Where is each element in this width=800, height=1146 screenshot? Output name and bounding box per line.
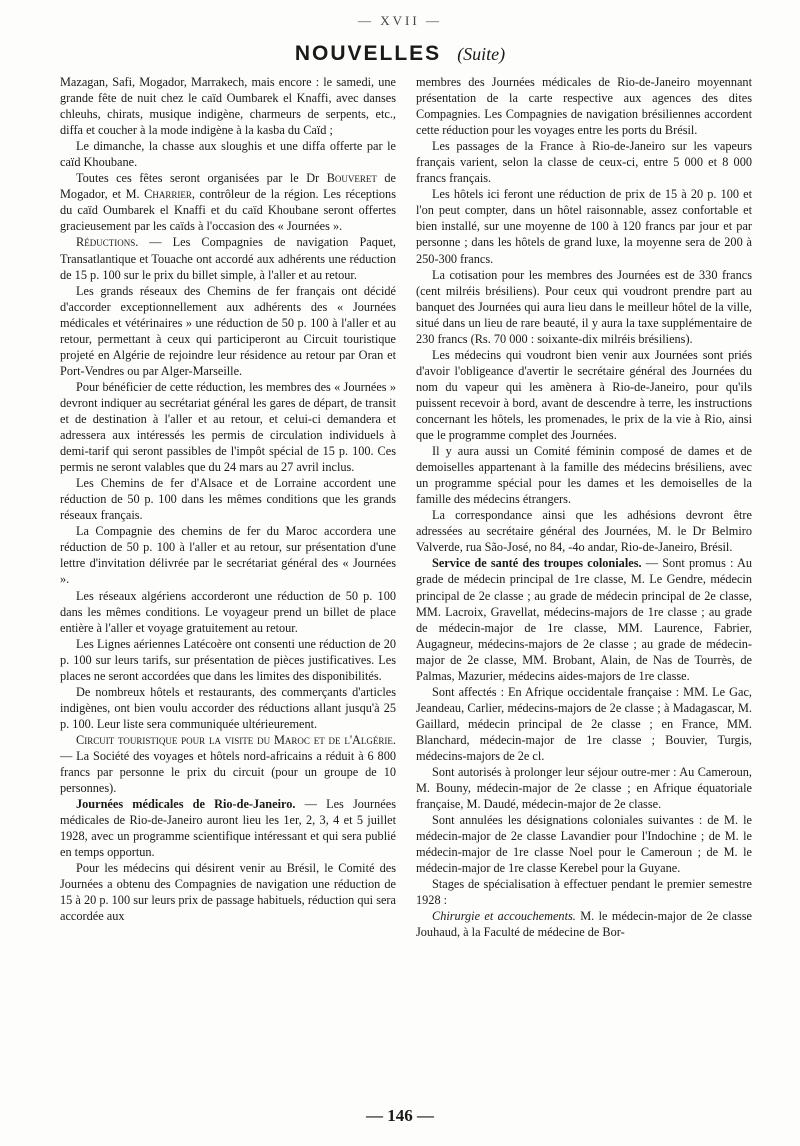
roman-page-number: — XVII — — [358, 13, 442, 28]
paragraph — [60, 170, 396, 234]
paragraph: Sont annulées les désignations coloniales suivantes : de M. le médecin-major de 2e classe Lavandier pour l'Indochine ; de M. le médecin-major de 1re classe Noel pour le Cameroun ; de M. le médecin-major de 1re classe Kerebel pour la Guyane. — [416, 813, 752, 876]
paragraph: De nombreux hôtels et restaurants, des commerçants d'articles indigènes, ont bien voulu accorder des réductions allant jusqu'à 25 p. 100. Leur liste sera communiquée ultérieurement. — [60, 684, 396, 731]
paragraph: Les réseaux algériens accorderont une réduction de 50 p. 100 dans les mêmes conditions. Le voyageur prend un billet de place entière à l'aller et voyage gratuitement au retour. — [60, 588, 396, 635]
text-run: , contrôleur de la région. Les réceptions du caïd Oumbarek el Knaffi et du caïd Khoubane seront offertes gracieusement par les caïds à l'occasion des « Journées ». — [60, 187, 396, 234]
paragraph — [416, 555, 752, 683]
paragraph: Mazagan, Safi, Mogador, Marrakech, mais encore : le samedi, une grande fête de nuit chez le caïd Oumbarek el Knaffi, avec danses chleuhs, chirats, musique indigène, charmeurs de serpents, etc., diffa et coucher à la mode indigène à la kasba du Caïd ; — [60, 75, 396, 138]
text-run: de Mogador, et M. — [60, 171, 396, 202]
text-run: — Les Journées médicales de Rio-de-Janeiro auront lieu les 1er, 2, 3, 4 et 5 juillet 1928, avec un programme scientifique intéressant et qui sera publié en temps opportun. — [60, 797, 396, 860]
paragraph: Les Chemins de fer d'Alsace et de Lorraine accordent une réduction de 50 p. 100 dans les mêmes conditions que les grands réseaux français. — [60, 476, 396, 523]
text-run: — Sont promus : Au grade de médecin principal de 1re classe, M. Le Gendre, médecin principal de 2e classe ; au grade de médecin principal de 2e classe, MM. Lacroix, Gravellat, médecins-majors de 1re classe ; au grade de médecin-major de 1re classe, MM. Laurence, Fabrier, Augagneur, médecins-majors de 2e classe ; au grade de médecin-major de 2e classe, MM. Brobant, Alain, de Nas de Tourrès, de Palmas, Mazurier, médecins aides-majors de 1re classe. — [416, 556, 752, 683]
paragraph: Les Lignes aériennes Latécoère ont consenti une réduction de 20 p. 100 sur leurs tarifs, sur présentation de pièces justificatives. Les places ne seront accordées que dans les limites des disponibilités. — [60, 636, 396, 683]
page-subtitle: (Suite) — [457, 44, 506, 64]
paragraph: Les hôtels ici feront une réduction de prix de 15 à 20 p. 100 et l'on peut compter, dans un hôtel raisonnable, assez confortable et bien installé, sur une moyenne de 100 à 120 francs par jour et par personne ; dans les hôtels de grand luxe, la moyenne sera de 200 à 250-300 francs. — [416, 187, 752, 266]
paragraph: Le dimanche, la chasse aux sloughis et une diffa offerte par le caïd Khoubane. — [60, 139, 396, 170]
text-run: — La Société des voyages et hôtels nord-africains a réduit à 6 800 francs par personne le prix du circuit (pour un groupe de 10 personnes). — [60, 748, 396, 796]
text-run: Toutes ces fêtes seront organisées par le Dr — [76, 171, 327, 186]
paragraph: Pour bénéficier de cette réduction, les membres des « Journées » devront indiquer au secrétariat général les gares de départ, de transit et de destination à l'aller et au retour, et celui-ci demandera et adressera aux intéressés les permis de circulation individuels à demi-tarif qui seront passibles de l'impôt spécial de 15 p. 100. Ces permis ne seront valables que du 24 mars au 27 avril inclus. — [60, 379, 396, 475]
paragraph — [416, 908, 752, 940]
text-run: M. le médecin-major de 2e classe Jouhaud, à la Faculté de médecine de Bor- — [416, 909, 752, 940]
text-run: — Les Compagnies de navigation Paquet, Transatlantique et Touache ont accordé aux adhérents une réduction de 15 p. 100 sur le prix du billet simple, à l'aller et au retour. — [60, 235, 396, 282]
paragraph — [60, 732, 396, 796]
left-column — [60, 74, 396, 924]
right-column — [416, 74, 752, 941]
paragraph: Il y aura aussi un Comité féminin composé de dames et de demoiselles appartenant à la famille des médecins brésiliens, avec un programme spécial pour les dames et les demoiselles de la famille des médecins étrangers. — [416, 444, 752, 507]
page-title: NOUVELLES — [294, 42, 442, 65]
paragraph: Sont affectés : En Afrique occidentale française : MM. Le Gac, Jeandeau, Carlier, médecins-majors de 2e classe ; à Madagascar, M. Gaillard, médecin principal de 2e classe ; en France, MM. Blanchard, médecin-major de 1re classe ; Bouvier, Turgis, médecins-majors de 2e cl. — [416, 684, 752, 763]
section-heading: Chirurgie et accouchements. — [432, 909, 576, 924]
paragraph: Pour les médecins qui désirent venir au Brésil, le Comité des Journées a obtenu des Compagnies de navigation une réduction de 15 à 20 p. 100 sur leurs prix de passage habituels, réduction qui sera accordée aux — [60, 861, 396, 924]
paragraph: Les médecins qui voudront bien venir aux Journées sont priés d'avoir l'obligeance d'avertir le secrétaire général des Journées du nom du vapeur qui les amènera à Rio-de-Janeiro, pour qu'ils puissent recevoir à bord, avant de descendre à terre, les instructions concernant les hôtels, les promenades, le prix de la vie à Rio, ainsi que le programme complet des Journées. — [416, 347, 752, 443]
paragraph — [60, 796, 396, 860]
person-name: Bouveret — [326, 171, 377, 186]
section-heading: Circuit touristique pour la visite du Maroc et de l'Algérie. — [76, 732, 396, 747]
section-heading: Réductions. — [76, 235, 139, 250]
paragraph: membres des Journées médicales de Rio-de-Janeiro moyennant présentation de la carte respective aux agences des dites Compagnies. Les Compagnies de navigation brésiliennes accordent cette réduction pour les voyages entre les ports du Brésil. — [416, 75, 752, 138]
paragraph: La cotisation pour les membres des Journées est de 330 francs (cent milréis brésiliens). Pour ceux qui voudront prendre part au banquet des Journées qui aura lieu dans le meilleur hôtel de la ville, situé dans un lieu de rare beauté, il y aura la taxe supplémentaire de 230 francs (Rs. 70 000 : soixante-dix milréis brésiliens). — [416, 267, 752, 346]
paragraph: Les grands réseaux des Chemins de fer français ont décidé d'accorder exceptionnellement aux adhérents des « Journées médicales et vétérinaires » une réduction de 50 p. 100 à l'aller et au retour, permettant à ceux qui participeront au Circuit touristique projeté en Algérie de rejoindre leur résidence au retour par Oran et Port-Vendres ou par Alger-Marseille. — [60, 283, 396, 378]
page-header — [0, 42, 800, 66]
person-name: Charrier — [144, 187, 192, 202]
paragraph: Sont autorisés à prolonger leur séjour outre-mer : Au Cameroun, M. Bouny, médecin-major de 2e classe ; en Afrique équatoriale française, M. Daudé, médecin-major de 2e classe. — [416, 765, 752, 812]
section-heading: Journées médicales de Rio-de-Janeiro. — [76, 797, 296, 812]
paragraph: La correspondance ainsi que les adhésions devront être adressées au secrétaire général des Journées, M. le Dr Belmiro Valverde, rua São-José, no 84, -4o andar, Rio-de-Janeiro, Brésil. — [416, 508, 752, 555]
paragraph: Les passages de la France à Rio-de-Janeiro sur les vapeurs français varient, selon la classe de ceux-ci, entre 5 000 et 8 000 francs français. — [416, 139, 752, 186]
paragraph: La Compagnie des chemins de fer du Maroc accordera une réduction de 50 p. 100 à l'aller et au retour, sur présentation d'une lettre d'invitation délivrée par le secrétariat général des « Journées ». — [60, 524, 396, 587]
paragraph — [60, 234, 396, 282]
section-heading: Service de santé des troupes coloniales. — [432, 556, 642, 571]
paragraph: Stages de spécialisation à effectuer pendant le premier semestre 1928 : — [416, 877, 752, 908]
page-number: — 146 — — [366, 1106, 434, 1125]
